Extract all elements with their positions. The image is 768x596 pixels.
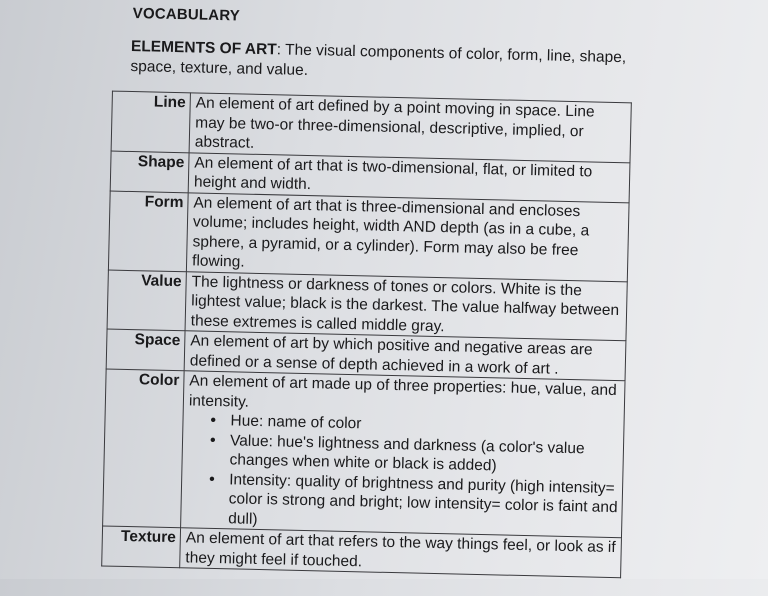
definition-text: An element of art made up of three properties: hue, value, and intensity. bbox=[188, 372, 617, 411]
term-cell: Value bbox=[107, 270, 186, 331]
definition-cell: An element of art defined by a point moving in space. Line may be two-or three-dimensional, descriptive, implied, or abstract. bbox=[189, 93, 631, 162]
definition-cell: The lightness or darkness of tones or colors. White is the lightest value; black is the darkest. The value halfway between these extremes is called middle gray. bbox=[185, 271, 627, 340]
vocabulary-table bbox=[101, 91, 632, 579]
list-item-text: Value: hue's lightness and darkness (a color's value changes when white or black is added) bbox=[229, 431, 585, 475]
table-row bbox=[103, 369, 625, 538]
table-row bbox=[108, 191, 629, 282]
definition-cell: An element of art that refers to the way things feel, or look as if they might feel if touched. bbox=[180, 528, 622, 578]
list-item-text: Intensity: quality of brightness and purity (high intensity= color is strong and bright; low intensity= color is faint and dull) bbox=[228, 470, 618, 528]
list-item bbox=[208, 470, 618, 537]
bullet-icon: • bbox=[210, 411, 217, 430]
term-cell: Space bbox=[106, 329, 185, 371]
color-properties-list bbox=[186, 410, 620, 537]
intro-paragraph bbox=[130, 37, 651, 89]
term-cell: Form bbox=[108, 191, 188, 272]
definition-cell: An element of art by which positive and negative areas are defined or a sense of depth achieved in a work of art . bbox=[184, 331, 626, 381]
term-cell: Shape bbox=[110, 151, 189, 193]
definition-cell: An element of art that is three-dimensional and encloses volume; includes height, width AND depth (as in a cube, a sphere, a pyramid, or a cylinder). Form may also be free flowing. bbox=[186, 192, 629, 281]
definition-cell: An element of art that is two-dimensional, flat, or limited to height and width. bbox=[188, 152, 630, 202]
list-item-text: Hue: name of color bbox=[230, 412, 362, 433]
intro-term: ELEMENTS OF ART bbox=[130, 37, 277, 59]
term-cell: Color bbox=[103, 369, 185, 528]
bullet-icon: • bbox=[209, 431, 216, 449]
term-cell: Texture bbox=[102, 526, 181, 568]
intro-text: : The visual components of color, form, line, shape, space, texture, and value. bbox=[130, 41, 627, 80]
bullet-icon: • bbox=[208, 470, 215, 488]
definition-cell bbox=[181, 371, 625, 538]
term-cell: Line bbox=[111, 91, 190, 152]
page-heading: VOCABULARY bbox=[132, 5, 241, 25]
